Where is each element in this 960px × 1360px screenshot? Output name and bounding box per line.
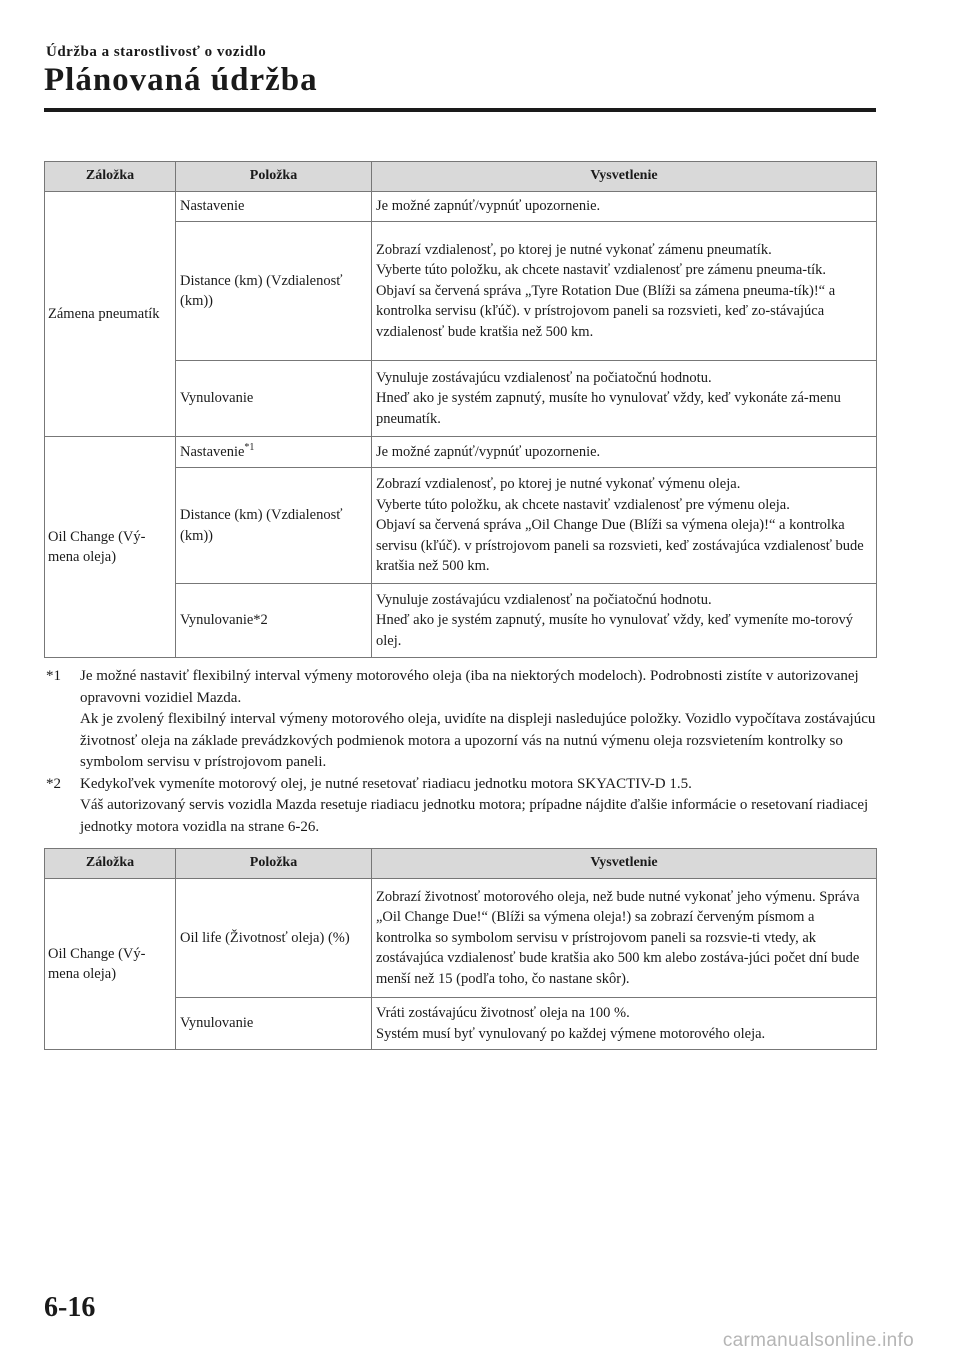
header-tab: Záložka — [45, 849, 176, 879]
item-cell — [176, 437, 372, 468]
description-cell — [372, 998, 877, 1050]
item-cell: Vynulovanie — [176, 998, 372, 1050]
description-text: Zobrazí životnosť motorového oleja, než bude nutné vykonať jeho výmenu. Správa „Oil Change Due!“ (Blíži sa výmena oleja!) sa zobrazí červeným písmom a kontrolka so symbolom servisu v prístrojovom paneli sa rozsvie-ti vtedy, ak zostávajúca vzdialenosť bude kratšia ako 500 km alebo zostáva-júci počet dní bude menší než 15 (podľa toho, čo nastane skôr). — [376, 888, 860, 987]
description-text: Hneď ako je systém zapnutý, musíte ho vynulovať vždy, keď vymeníte mo-torový olej. — [376, 612, 854, 649]
tab-cell-tire-rotation: Zámena pneumatík — [45, 192, 176, 437]
table-header-row — [45, 162, 877, 192]
description-cell — [372, 879, 877, 998]
item-cell: Vynulovanie — [176, 361, 372, 437]
description-text: Zobrazí vzdialenosť, po ktorej je nutné vykonať výmenu oleja. — [376, 476, 741, 493]
footnote-text: Ak je zvolený flexibilný interval výmeny motorového oleja, uvidíte na displeji nasledujúce položky. Vozidlo vypočítava zostávajúcu životnosť oleja na základe prevádzkových podmienok motora a upozorní vás na nutnú výmenu oleja rozsvietením kontrolky so symbolom servisu v prístrojovom paneli. — [80, 711, 876, 770]
page-title: Plánovaná údržba — [44, 62, 318, 98]
description-text: Vyberte túto položku, ak chcete nastaviť vzdialenosť pre zámenu pneuma-tík. — [376, 262, 827, 279]
description-cell — [372, 361, 877, 437]
description-cell — [372, 192, 877, 222]
table-row — [45, 437, 877, 468]
footnote-ref: *1 — [244, 441, 255, 453]
footnote-text: Kedykoľvek vymeníte motorový olej, je nutné resetovať riadiacu jednotku motora SKYACTIV-D 1.5. — [80, 775, 692, 792]
description-cell — [372, 584, 877, 658]
title-rule — [44, 108, 876, 112]
table-header-row — [45, 849, 877, 879]
tab-cell-oil-change: Oil Change (Vý-mena oleja) — [45, 879, 176, 1050]
description-text: Vynuluje zostávajúcu vzdialenosť na počiatočnú hodnotu. — [376, 369, 712, 386]
header-explanation: Vysvetlenie — [372, 849, 877, 879]
item-text: Nastavenie — [180, 443, 245, 460]
item-cell: Distance (km) (Vzdialenosť (km)) — [176, 468, 372, 584]
description-cell — [372, 437, 877, 468]
item-cell: Distance (km) (Vzdialenosť (km)) — [176, 222, 372, 361]
tire-oil-settings-table — [44, 161, 877, 658]
description-text: Je možné zapnúť/vypnúť upozornenie. — [376, 443, 601, 460]
description-text: Vráti zostávajúcu životnosť oleja na 100 %. — [376, 1005, 630, 1021]
description-text: Vynuluje zostávajúcu vzdialenosť na počiatočnú hodnotu. — [376, 591, 712, 608]
footnote-text: Je možné nastaviť flexibilný interval výmeny motorového oleja (iba na niektorých modeloch). Podrobnosti zistíte v autorizovanej opravovni vozidiel Mazda. — [80, 668, 859, 706]
section-label: Údržba a starostlivosť o vozidlo — [46, 44, 267, 60]
footnote-text: Váš autorizovaný servis vozidla Mazda resetuje riadiacu jednotku motora; prípadne nájdite ďalšie informácie o resetovaní riadiacej jednotky motora vozidla na strane 6-26. — [80, 797, 869, 835]
description-text: Objaví sa červená správa „Tyre Rotation Due (Blíži sa zámena pneuma-tík)!“ a kontrolka servisu (kľúč). v prístrojovom paneli sa rozsvieti, keď zo-stávajúca vzdialenosť bude kratšia než 500 km. — [376, 282, 836, 340]
description-cell — [372, 468, 877, 584]
description-text: Hneď ako je systém zapnutý, musíte ho vynulovať vždy, keď vykonáte zá-menu pneumatík. — [376, 390, 841, 427]
table-row — [45, 192, 877, 222]
description-text: Objaví sa červená správa „Oil Change Due (Blíži sa výmena oleja)!“ a kontrolka servisu (kľúč). v prístrojovom paneli sa rozsvieti, keď zostávajúca vzdialenosť bude kratšia než 500 km. — [376, 517, 864, 575]
header-item: Položka — [176, 849, 372, 879]
oil-life-table — [44, 848, 877, 1050]
description-text: Je možné zapnúť/vypnúť upozornenie. — [376, 198, 601, 215]
header-explanation: Vysvetlenie — [372, 162, 877, 192]
tab-cell-oil-change: Oil Change (Vý-mena oleja) — [45, 437, 176, 658]
item-cell: Oil life (Životnosť oleja) (%) — [176, 879, 372, 998]
footnotes — [46, 666, 876, 838]
footnote-mark: *2 — [46, 775, 61, 792]
footnote-body — [80, 666, 876, 774]
header-tab: Záložka — [45, 162, 176, 192]
footnote-body — [80, 774, 876, 839]
footnote-mark: *1 — [46, 668, 61, 684]
description-text: Zobrazí vzdialenosť, po ktorej je nutné vykonať zámenu pneumatík. — [376, 241, 772, 258]
description-text: Vyberte túto položku, ak chcete nastaviť vzdialenosť pre výmenu oleja. — [376, 496, 790, 513]
header-item: Položka — [176, 162, 372, 192]
page-number: 6-16 — [44, 1292, 96, 1323]
table-row — [45, 879, 877, 998]
item-cell: Nastavenie — [176, 192, 372, 222]
item-cell: Vynulovanie*2 — [176, 584, 372, 658]
footnote-2 — [46, 774, 876, 839]
watermark: carmanualsonline.info — [722, 1330, 914, 1351]
description-text: Systém musí byť vynulovaný po každej výmene motorového oleja. — [376, 1025, 766, 1042]
description-cell — [372, 222, 877, 361]
footnote-1 — [46, 666, 876, 774]
